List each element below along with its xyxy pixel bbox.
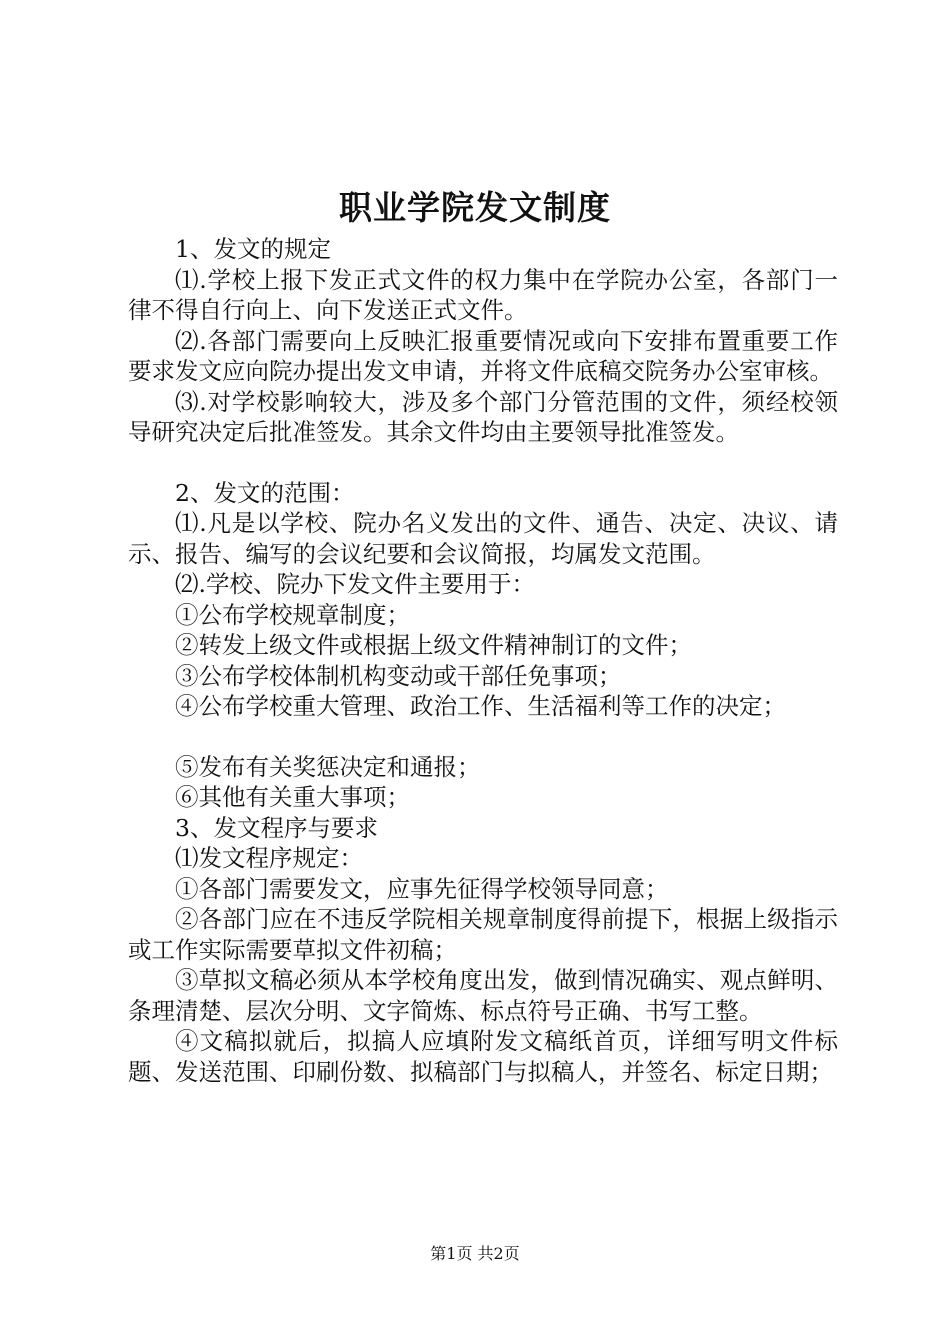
- paragraph-1-1: ⑴.学校上报下发正式文件的权力集中在学院办公室，各部门一律不得自行向上、向下发送正式文件。: [128, 265, 838, 324]
- paragraph-2-2: ⑵.学校、院办下发文件主要用于：: [175, 570, 535, 598]
- paragraph-1-3: ⑶.对学校影响较大，涉及多个部门分管范围的文件，须经校领导研究决定后批准签发。其余文件均由主要领导批准签发。: [128, 387, 838, 446]
- list-item-2-2-2: ②转发上级文件或根据上级文件精神制订的文件；: [175, 631, 692, 659]
- section-heading-3: 3、发文程序与要求: [175, 813, 378, 842]
- section-heading-1: 1、发文的规定: [175, 235, 331, 263]
- document-body: [128, 234, 838, 1087]
- paragraph-3-1: ⑴发文程序规定：: [175, 844, 363, 872]
- paragraph-1-2: ⑵.各部门需要向上反映汇报重要情况或向下安排布置重要工作要求发文应向院办提出发文申请，并将文件底稿交院务办公室审核。: [128, 326, 838, 385]
- list-item-2-2-1: ①公布学校规章制度；: [175, 600, 410, 629]
- page-footer: 第1页 共2页: [430, 1244, 520, 1263]
- list-item-2-2-6: ⑥其他有关重大事项；: [175, 783, 410, 811]
- list-item-3-1-4: ④文稿拟就后，拟搞人应填附发文稿纸首页，详细写明文件标题、发送范围、印刷份数、拟稿部门与拟稿人，并签名、标定日期；: [128, 1027, 838, 1086]
- list-item-2-2-5: ⑤发布有关奖惩决定和通报；: [175, 752, 481, 781]
- list-item-3-1-1: ①各部门需要发文，应事先征得学校领导同意；: [175, 874, 669, 903]
- paragraph-2-1: ⑴.凡是以学校、院办名义发出的文件、通告、决定、决议、请示、报告、编写的会议纪要和会议简报，均属发文范围。: [128, 509, 838, 568]
- section-heading-2: 2、发文的范围：: [175, 478, 355, 507]
- list-item-3-1-3: ③草拟文稿必须从本学校角度出发，做到情况确实、观点鲜明、条理清楚、层次分明、文字简炼、标点符号正确、书写工整。: [128, 966, 838, 1025]
- list-item-2-2-4: ④公布学校重大管理、政治工作、生活福利等工作的决定；: [175, 692, 786, 720]
- document-title: 职业学院发文制度: [339, 188, 611, 227]
- list-item-3-1-2: ②各部门应在不违反学院相关规章制度得前提下，根据上级指示或工作实际需要草拟文件初稿；: [128, 905, 838, 964]
- list-item-2-2-3: ③公布学校体制机构变动或干部任免事项；: [175, 661, 622, 690]
